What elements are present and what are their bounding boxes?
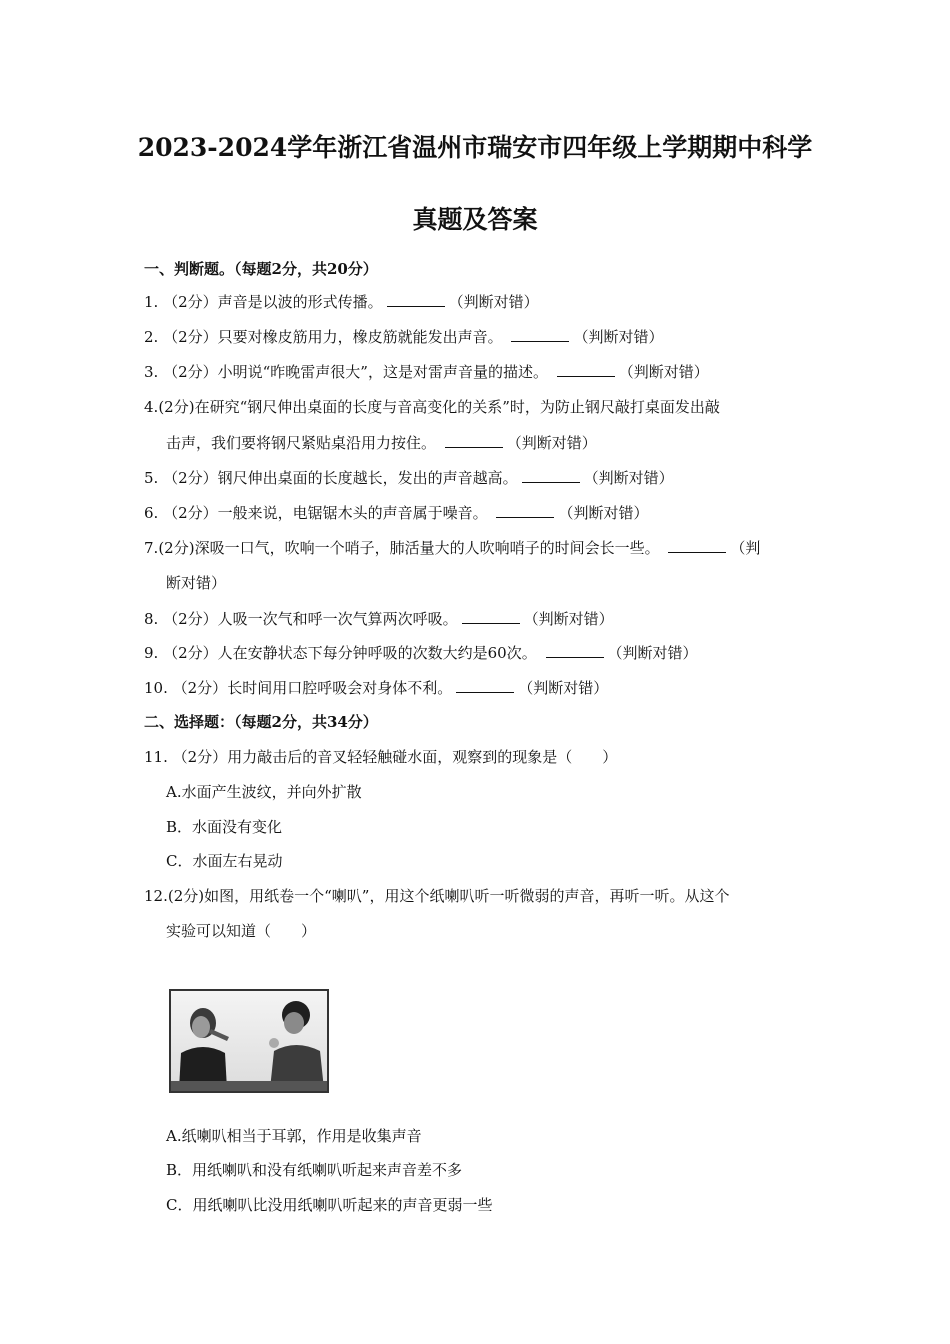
question-score: (2分)	[167, 887, 205, 905]
question-suffix: （判断对错）	[618, 363, 709, 381]
option-11-a[interactable]: A.水面产生波纹，并向外扩散	[166, 783, 362, 801]
question-11	[144, 747, 617, 767]
document-title-line-1: 2023-2024学年浙江省温州市瑞安市四年级上学期期中科学	[137, 133, 813, 162]
question-number: 8.	[144, 610, 159, 628]
answer-blank[interactable]	[557, 362, 615, 377]
question-text: 击声，我们要将钢尺紧贴桌沿用力按住。	[166, 434, 437, 452]
question-suffix: （判断对错）	[573, 328, 664, 346]
girl-listening-figure	[177, 1003, 232, 1089]
table-surface	[171, 1081, 327, 1091]
question-number: 11.	[144, 748, 168, 766]
question-text: 一般来说，电锯锯木头的声音属于噪音。	[217, 504, 488, 522]
question-number: 1.	[144, 293, 159, 311]
question-text: 只要对橡皮筋用力，橡皮筋就能发出声音。	[217, 328, 503, 346]
question-score: （2分）	[163, 504, 218, 522]
answer-blank[interactable]	[445, 433, 503, 448]
question-suffix: （判断对错）	[506, 434, 597, 452]
question-number: 10.	[144, 679, 168, 697]
question-text: 人吸一次气和呼一次气算两次呼吸。	[217, 610, 458, 628]
section-heading-choice: 二、选择题：（每题2分，共34分）	[144, 713, 378, 731]
question-9	[144, 643, 698, 663]
option-12-c[interactable]: C．用纸喇叭比没用纸喇叭听起来的声音更弱一些	[166, 1196, 493, 1214]
question-2	[144, 327, 663, 347]
option-11-b[interactable]: B．水面没有变化	[166, 818, 283, 836]
question-number: 6.	[144, 504, 159, 522]
answer-blank[interactable]	[511, 327, 569, 342]
question-3	[144, 362, 709, 382]
question-text: 如图，用纸卷一个“喇叭”，用这个纸喇叭听一听微弱的声音，再听一听。从这个	[204, 887, 730, 905]
question-10	[144, 678, 608, 698]
option-12-b[interactable]: B．用纸喇叭和没有纸喇叭听起来声音差不多	[166, 1161, 463, 1179]
question-1	[144, 292, 539, 312]
answer-blank[interactable]	[387, 292, 445, 307]
question-text: 钢尺伸出桌面的长度越长，发出的声音越高。	[217, 469, 518, 487]
question-score: （2分）	[163, 469, 218, 487]
question-7	[144, 538, 760, 558]
question-number: 2.	[144, 328, 159, 346]
answer-blank[interactable]	[462, 609, 520, 624]
question-suffix: （判断对错）	[518, 679, 609, 697]
question-text: 声音是以波的形式传播。	[217, 293, 383, 311]
document-title-line-2: 真题及答案	[412, 205, 538, 234]
question-number: 9.	[144, 644, 159, 662]
question-score: （2分）	[163, 644, 218, 662]
question-12	[144, 886, 729, 906]
question-score: (2分)	[158, 398, 195, 416]
question-text: 长时间用口腔呼吸会对身体不利。	[227, 679, 453, 697]
option-12-a[interactable]: A.纸喇叭相当于耳郭，作用是收集声音	[166, 1127, 422, 1145]
question-suffix: （判	[730, 539, 761, 557]
answer-blank[interactable]	[456, 678, 514, 693]
question-12-photo	[169, 989, 329, 1093]
answer-blank[interactable]	[496, 503, 554, 518]
question-number: 12.	[144, 887, 168, 905]
question-score: （2分）	[163, 328, 218, 346]
question-7-continuation: 断对错）	[166, 574, 227, 592]
question-score: （2分）	[172, 748, 228, 766]
question-suffix: （判断对错）	[448, 293, 539, 311]
section-heading-judgement: 一、判断题。（每题2分，共20分）	[144, 260, 378, 278]
question-score: （2分）	[172, 679, 228, 697]
question-text: 深吸一口气，吹响一个哨子，肺活量大的人吹响哨子的时间会长一些。	[194, 539, 660, 557]
question-5	[144, 468, 674, 488]
question-suffix: （判断对错）	[607, 644, 698, 662]
question-score: （2分）	[163, 610, 218, 628]
question-suffix: （判断对错）	[523, 610, 614, 628]
question-4	[144, 397, 720, 417]
question-suffix: （判断对错）	[583, 469, 674, 487]
boy-speaking-figure	[266, 999, 324, 1089]
question-score: （2分）	[163, 363, 218, 381]
question-suffix: （判断对错）	[558, 504, 649, 522]
question-number: 3.	[144, 363, 159, 381]
question-text: 人在安静状态下每分钟呼吸的次数大约是60次。	[217, 644, 537, 662]
question-6	[144, 503, 648, 523]
question-number: 4.	[144, 398, 159, 416]
question-12-continuation: 实验可以知道（ ）	[166, 922, 317, 940]
option-11-c[interactable]: C．水面左右晃动	[166, 852, 283, 870]
question-number: 7.	[144, 539, 159, 557]
question-score: （2分）	[163, 293, 218, 311]
answer-blank[interactable]	[668, 538, 726, 553]
question-text: 小明说“昨晚雷声很大”，这是对雷声音量的描述。	[217, 363, 548, 381]
answer-blank[interactable]	[546, 643, 604, 658]
question-8	[144, 609, 614, 629]
question-text: 在研究“钢尺伸出桌面的长度与音高变化的关系”时，为防止钢尺敲打桌面发出敲	[194, 398, 720, 416]
question-score: (2分)	[158, 539, 195, 557]
question-text: 用力敲击后的音叉轻轻触碰水面，观察到的现象是（ ）	[227, 748, 618, 766]
question-4-continuation	[166, 433, 597, 453]
question-number: 5.	[144, 469, 159, 487]
answer-blank[interactable]	[522, 468, 580, 483]
